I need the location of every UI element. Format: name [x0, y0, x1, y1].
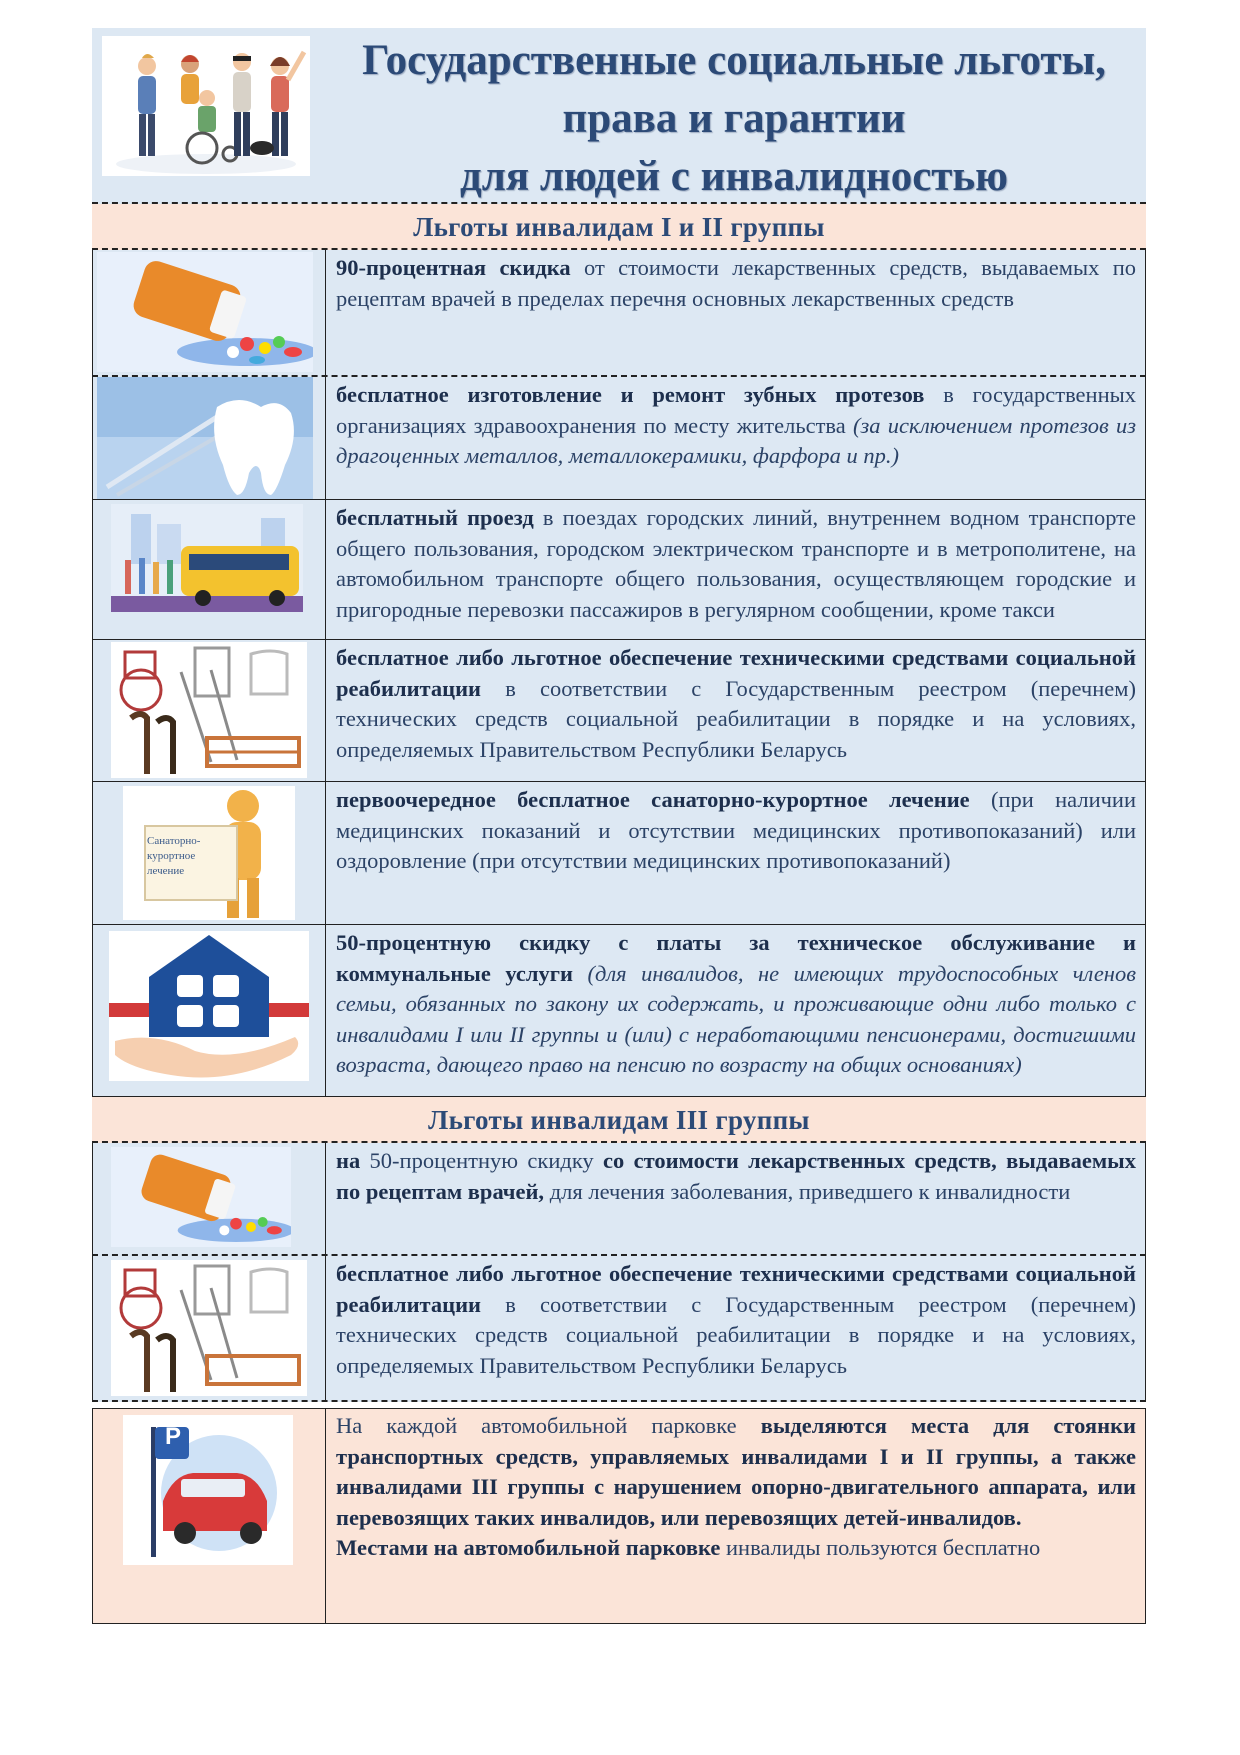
- benefit-text: [326, 377, 1145, 499]
- medicine-pills-icon: [93, 250, 326, 375]
- sign-line-1: Санаторно-: [147, 835, 201, 847]
- benefit-row-sanatorium: [92, 782, 1146, 925]
- header: [92, 28, 1146, 204]
- benefit-text: [326, 640, 1145, 781]
- benefit-bold: бесплатное либо льготное обеспечение техническими средствами социальной реабилитации: [336, 645, 1136, 701]
- benefit-bold-2: со стоимости лекарственных средств, выдаваемых по рецептам врачей,: [336, 1148, 1136, 1204]
- sanatorium-sign-icon: [93, 782, 326, 924]
- section-title-group-1-2: Льготы инвалидам I и II группы: [92, 204, 1146, 250]
- people-with-disability-group-icon: [102, 36, 310, 176]
- benefit-desc: (при наличии медицинских показаний и отсутствии медицинских противопоказаний) или оздоровление (при отсутствии медицинских противопоказаний): [336, 787, 1137, 873]
- bus-transport-icon: [93, 500, 326, 639]
- benefit-desc-2: для лечения заболевания, приведшего к инвалидности: [544, 1178, 1071, 1204]
- benefit-desc: в поездах городских линий, внутреннем водном транспорте общего пользования, городском электрическом транспорте и в метрополитене, на автомобильном транспорте общего пользования, осуществляющем городские и пригородные перевозки пассажиров в регулярном сообщении, кроме такси: [336, 505, 1136, 622]
- benefit-row-parking: [92, 1408, 1146, 1624]
- title-line-2: права и гарантии: [562, 95, 906, 142]
- rehabilitation-equipment-icon: [93, 1256, 326, 1400]
- benefit-row-medicine-discount: [92, 250, 1146, 377]
- benefit-row-rehab-equipment-group3: [92, 1256, 1146, 1402]
- benefit-row-rehab-equipment: [92, 640, 1146, 782]
- benefit-bold: 90-процентная скидка: [336, 255, 571, 280]
- benefit-desc: от стоимости лекарственных средств, выдаваемых по рецептам врачей в пределах перечня основных лекарственных средств: [336, 255, 1136, 311]
- benefit-text: [326, 1143, 1145, 1254]
- benefit-row-utilities-discount: [92, 925, 1146, 1097]
- benefit-desc: в соответствии с Государственным реестром (перечнем) технических средств социальной реабилитации в порядке и на условиях, определяемых Правительством Республики Беларусь: [336, 675, 1136, 762]
- benefit-note: (за исключением протезов из драгоценных металлов, металлокерамики, фарфора и пр.): [336, 412, 1136, 468]
- benefit-bold: бесплатный проезд: [336, 505, 534, 530]
- parking-bold-2: Местами на автомобильной парковке: [336, 1535, 721, 1560]
- benefit-text: [326, 250, 1145, 375]
- benefit-bold: на: [336, 1148, 361, 1173]
- benefit-desc: 50-процентную скидку: [360, 1148, 604, 1173]
- section-title-group-3: Льготы инвалидам III группы: [92, 1097, 1146, 1143]
- sign-line-3: лечение: [147, 865, 185, 877]
- benefit-desc: в государственных организациях здравоохранения по месту жительства: [336, 382, 1136, 438]
- title-line-1: Государственные социальные льготы,: [362, 37, 1106, 84]
- benefit-bold: 50-процентную скидку с платы за техническое обслуживание и коммунальные услуги: [336, 930, 1136, 986]
- benefits-sheet: [92, 28, 1146, 1624]
- rehabilitation-equipment-icon: [93, 640, 326, 781]
- parking-car-icon: [93, 1409, 326, 1623]
- benefit-row-medicine-discount-group3: [92, 1143, 1146, 1256]
- benefit-note: (для инвалидов, не имеющих трудоспособных членов семьи, обязанных по закону их содержать, и проживающие одни либо только с инвалидами I или II группы и (или) с неработающими пенсионерами, достигшими возраста, дающего право на пенсию по возрасту на общих основаниях): [336, 960, 1136, 1077]
- parking-bold: выделяются места для стоянки транспортных средств, управляемых инвалидами I и II группы, а также инвалидами III группы с нарушением опорно-двигательного аппарата, или перевозящих таких инвалидов, или перевозящих детей-инвалидов.: [336, 1413, 1136, 1530]
- benefit-bold: первоочередное бесплатное санаторно-курортное лечение: [336, 787, 970, 812]
- parking-desc: На каждой автомобильной парковке: [336, 1413, 761, 1438]
- benefit-text: [326, 925, 1145, 1096]
- benefit-row-dental-prosthesis: [92, 377, 1146, 500]
- tooth-dental-icon: [93, 377, 326, 499]
- benefit-text: [326, 782, 1145, 924]
- benefit-text: [326, 500, 1145, 639]
- benefit-text: [326, 1256, 1145, 1400]
- title-line-3: для людей с инвалидностью: [460, 153, 1008, 200]
- parking-desc-2: инвалиды пользуются бесплатно: [720, 1535, 1041, 1560]
- benefit-text: [326, 1409, 1145, 1623]
- house-on-hand-icon: [93, 925, 326, 1096]
- sign-line-2: курортное: [147, 850, 196, 862]
- benefit-desc: в соответствии с Государственным реестром (перечнем) технических средств социальной реабилитации в порядке и на условиях, определяемых Правительством Республики Беларусь: [336, 1291, 1136, 1378]
- sanatorium-sign-text: [147, 834, 233, 879]
- parking-sign-letter: P: [164, 1423, 181, 1450]
- page-title: [327, 32, 1141, 206]
- benefit-bold: бесплатное либо льготное обеспечение техническими средствами социальной реабилитации: [336, 1261, 1136, 1317]
- medicine-pills-icon: [93, 1143, 326, 1254]
- header-divider: [92, 202, 1146, 204]
- benefit-row-free-transport: [92, 500, 1146, 640]
- benefit-bold: бесплатное изготовление и ремонт зубных протезов: [336, 382, 925, 407]
